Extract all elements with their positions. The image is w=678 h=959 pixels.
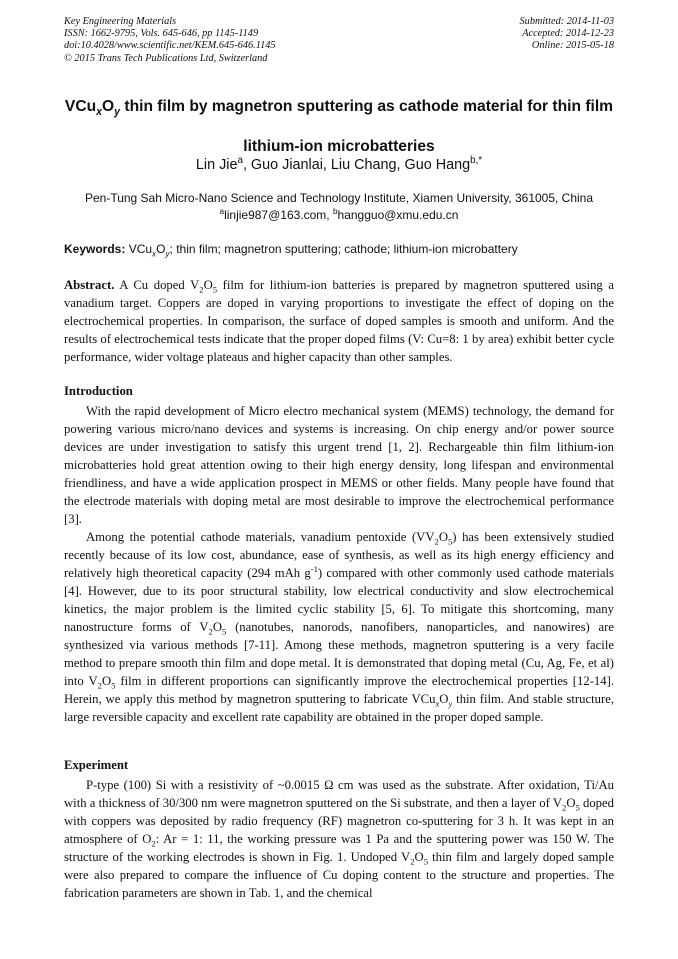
- dates-header: [520, 16, 614, 53]
- institute-line: Pen-Tung Sah Micro-Nano Science and Technology Institute, Xiamen University, 361005, China: [84, 191, 594, 205]
- paper-title: $VCu_xO_y$ thin film by magnetron sputtering as cathode material for thin film lithium-ion microbatteries: [64, 98, 614, 155]
- keywords: Keywords: $VCu_xO_y$; thin film; magnetron sputtering; cathode; lithium-ion microbattery: [64, 242, 518, 259]
- journal-header: [64, 16, 276, 65]
- abstract-label: Abstract.: [64, 278, 115, 292]
- submitted-date: Submitted: 2014-11-03: [519, 16, 614, 27]
- author-list: Lin Jie$^a$, Guo Jianlai, Liu Chang, Guo Hang$^{b,*}$: [195, 155, 483, 173]
- experiment-section: [64, 776, 614, 902]
- online-date: Online: 2015-05-18: [531, 40, 614, 52]
- accepted-date: Accepted: 2014-12-23: [522, 28, 614, 40]
- experiment-paragraph: P-type (100) Si with a resistivity of ~0.0015 Ω cm was used as the substrate. After oxidation, Ti/Au with a thickness of 30/300 nm were magnetron sputtered on the Si substrate, and then a layer of $V_2O_5$ doped with coppers was deposited by radio frequency (RF) magnetron co-sputtering for 3 h. It was kept in an atmosphere of $O_2$: Ar = 1: 11, the working pressure was 1 Pa and the sputtering power was 150 W. The structure of the working electrodes is shown in Fig. 1. Undoped $V_2O_5$ thin film and largely doped sample were also prepared to compare the influence of Cu doping content to the structure and properties. The fabrication parameters are shown in Tab. 1, and the chemical: [64, 778, 614, 900]
- experiment-heading: Experiment: [64, 758, 129, 772]
- intro-paragraph-1: With the rapid development of Micro electro mechanical system (MEMS) technology, the demand for powering various micro/nano devices and systems is increasing. On chip energy and/or power source devices are under investigation to satisfy this urgent trend [1, 2]. Rechargeable thin film lithium-ion microbatteries hold great attention owing to their high energy density, long lifespan and environmental friendliness, and have a wide application prospect in MEMS or other fields. Many people have found that the electrode materials with doping metal are most desirable to improve the electrochemical performance [3].: [64, 404, 614, 526]
- journal-issn: ISSN: 1662-9795, Vols. 645-646, pp 1145-1149: [64, 28, 259, 40]
- introduction-section: [64, 402, 614, 726]
- keywords-label: Keywords:: [64, 242, 126, 256]
- intro-paragraph-2: Among the potential cathode materials, vanadium pentoxide $(VV_2O_5)$ has been extensively studied recently because of its low cost, abundance, ease of synthesis, as well as its high energy efficiency and relatively high theoretical capacity (294 mAh $g^{-1}$) compared with other commonly used cathode materials [4]. However, due to its poor structural stability, low electrical conductivity and slow electrochemical kinetics, the major problem is the limited cyclic stability [5, 6]. To mitigate this shortcoming, many nanostructure forms of $V_2O_5$ (nanotubes, nanorods, nanofibers, nanoparticles, and nanowires) are synthesized via various methods [7-11]. Among these methods, magnetron sputtering is a very facile method to prepare smooth thin film and dope metal. It is demonstrated that doping metal (Cu, Ag, Fe, et al) into $V_2O_5$ film in different proportions can significantly improve the electrochemical properties [12-14]. Herein, we apply this method by magnetron sputtering to fabricate $VCu_xO_y$ thin film. And stable structure, large reversible capacity and excellent rate capability are obtained in the proper doped sample.: [64, 530, 615, 724]
- journal-name: Key Engineering Materials: [64, 16, 177, 27]
- affiliation: [40, 190, 638, 224]
- introduction-heading: Introduction: [64, 384, 133, 398]
- journal-copyright: © 2015 Trans Tech Publications Ltd, Switzerland: [64, 52, 268, 64]
- email-line: $^a$linjie987@163.com, $^b$hangguo@xmu.edu.cn: [219, 207, 459, 222]
- abstract-section: Abstract. A Cu doped $V_2O_5$ film for lithium-ion batteries is prepared by magnetron sputtered using a vanadium target. Coppers are doped in varying proportions to investigate the effect of doping on the electrochemical properties. In comparison, the surface of doped samples is smooth and uniform. And the results of electrochemical tests indicate that the proper doped films (V: Cu=8: 1 by area) exhibit better cycle performance, wider voltage plateaus and higher capacity than other samples.: [64, 278, 614, 364]
- journal-doi: doi:10.4028/www.scientific.net/KEM.645-646.1145: [64, 40, 276, 52]
